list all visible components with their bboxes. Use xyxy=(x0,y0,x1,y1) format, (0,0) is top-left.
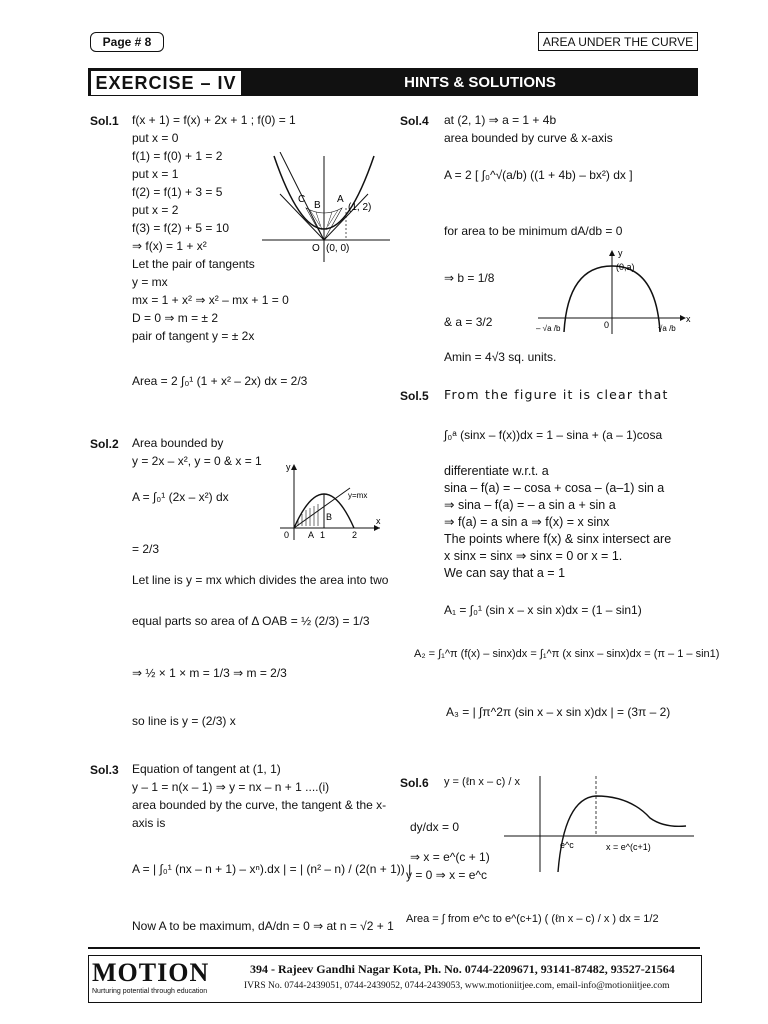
sol6-dy: dy/dx = 0 xyxy=(410,820,460,834)
sol2-line: Let line is y = mx which divides the area into two xyxy=(132,573,389,587)
sol5-a1: A₁ = ∫₀¹ (sin x – x sin x)dx = (1 – sin1) xyxy=(444,603,642,617)
sol5-integral: ∫₀ᵃ (sinx – f(x))dx = 1 – sina + (a – 1)cosa xyxy=(444,428,663,442)
label-o: O xyxy=(312,243,320,254)
sol6-area: Area = ∫ from e^c to e^(c+1) ( (ℓn x – c) / x ) dx = 1/2 xyxy=(406,913,659,925)
logo-text: MOTION xyxy=(92,958,210,987)
sol6-y: y = (ℓn x – c) / x xyxy=(444,776,520,788)
sol4-area: A = 2 [ ∫₀^√(a/b) ((1 + 4b) – bx²) dx ] xyxy=(444,168,633,182)
text-line: differentiate w.r.t. a xyxy=(444,464,549,478)
sol1-area: Area = 2 ∫₀¹ (1 + x² – 2x) dx = 2/3 xyxy=(132,374,308,388)
sol1-label: Sol.1 xyxy=(90,114,119,128)
text-line: sina – f(a) = – cosa + cosa – (a–1) sin a xyxy=(444,481,665,495)
text-line: put x = 2 xyxy=(132,203,179,217)
text-line: ⇒ sina – f(a) = – a sin a + sin a xyxy=(444,498,616,512)
exercise-title: EXERCISE – IV xyxy=(90,70,242,96)
label-right: √a /b xyxy=(658,324,676,333)
text-line: Equation of tangent at (1, 1) xyxy=(132,762,281,776)
text-line: Area bounded by xyxy=(132,436,224,450)
sol2-m: ⇒ ½ × 1 × m = 1/3 ⇒ m = 2/3 xyxy=(132,666,287,680)
text-line: put x = 0 xyxy=(132,131,179,145)
text-line: axis is xyxy=(132,816,166,830)
label-b: B xyxy=(314,200,321,211)
label-origin: (0, 0) xyxy=(326,243,350,254)
label-b: B xyxy=(326,512,333,522)
label-2: 2 xyxy=(352,530,358,540)
sol3-label: Sol.3 xyxy=(90,763,119,777)
section-title: HINTS & SOLUTIONS xyxy=(404,73,556,91)
text-line: ⇒ f(x) = 1 + x² xyxy=(132,239,207,253)
sol5-a2: A₂ = ∫₁^π (f(x) – sinx)dx = ∫₁^π (x sinx – sinx)dx = (π – 1 – sin1) xyxy=(414,648,720,660)
sol5-label: Sol.5 xyxy=(400,389,429,403)
text-line: We can say that a = 1 xyxy=(444,566,566,580)
sol4-amin: Amin = 4√3 sq. units. xyxy=(444,350,557,364)
sol3-max: Now A to be maximum, dA/dn = 0 ⇒ at n = √2 + 1 xyxy=(132,919,394,933)
topic-label: AREA UNDER THE CURVE xyxy=(538,32,698,51)
text-line: f(2) = f(1) + 3 = 5 xyxy=(132,185,223,199)
label-ec: e^c xyxy=(560,840,574,850)
sol4-min: for area to be minimum dA/db = 0 xyxy=(444,224,623,238)
text-line: area bounded by the curve, the tangent & the x- xyxy=(132,798,387,812)
motion-logo xyxy=(92,958,232,998)
text-line: y = 2x – x², y = 0 & x = 1 xyxy=(132,454,262,468)
sol2-so: so line is y = (2/3) x xyxy=(132,714,236,728)
sol4-lines xyxy=(444,111,613,147)
footer-divider xyxy=(88,947,700,949)
text-line: y = mx xyxy=(132,275,168,289)
text-line: ⇒ f(a) = a sin a ⇒ f(x) = x sinx xyxy=(444,515,610,529)
text-line: x sinx = sinx ⇒ sinx = 0 or x = 1. xyxy=(444,549,623,563)
label-c: C xyxy=(298,194,306,205)
label-x: x xyxy=(686,314,691,324)
sol3-area: A = | ∫₀¹ (nx – n + 1) – xⁿ).dx | = | (n² – n) / (2(n + 1)) | xyxy=(132,862,412,876)
sol6-label: Sol.6 xyxy=(400,776,429,790)
sol2-figure xyxy=(280,460,384,542)
logo-tagline: Nurturing potential through education xyxy=(92,988,208,995)
label-top: (0,a) xyxy=(616,262,635,272)
sol5-intro: From the figure it is clear that xyxy=(444,387,669,402)
footer-contact: IVRS No. 0744-2439051, 0744-2439052, 0744-2439053, www.motioniitjee.com, email-info@motioniitjee.com xyxy=(244,981,670,991)
sol6-figure xyxy=(500,772,696,876)
sol2-label: Sol.2 xyxy=(90,437,119,451)
curve xyxy=(558,796,686,872)
sol2-lines xyxy=(132,434,262,470)
sol5-a3: A₃ = | ∫π^2π (sin x – x sin x)dx | = (3π – 2) xyxy=(446,705,671,719)
sol4-a: & a = 3/2 xyxy=(444,315,493,329)
label-y: y xyxy=(618,248,623,258)
sol4-figure xyxy=(534,244,698,338)
label-x: x xyxy=(376,516,381,526)
text-line: mx = 1 + x² ⇒ x² – mx + 1 = 0 xyxy=(132,293,289,307)
label-y: y xyxy=(286,462,291,472)
label-1: 1 xyxy=(320,530,326,540)
sol4-label: Sol.4 xyxy=(400,114,429,128)
text-line: f(1) = f(0) + 1 = 2 xyxy=(132,149,223,163)
footer-address: 394 - Rajeev Gandhi Nagar Kota, Ph. No. 0744-2209671, 93141-87482, 93527-21564 xyxy=(250,962,675,976)
page-number: Page # 8 xyxy=(90,32,164,52)
label-x-ec1: x = e^(c+1) xyxy=(606,842,651,852)
text-line: put x = 1 xyxy=(132,167,179,181)
text-line: area bounded by curve & x-axis xyxy=(444,131,613,145)
text-line: y – 1 = n(x – 1) ⇒ y = nx – n + 1 ....(i) xyxy=(132,780,330,794)
label-o: 0 xyxy=(604,320,610,330)
label-point: (1, 2) xyxy=(348,202,372,213)
text-line: f(x + 1) = f(x) + 2x + 1 ; f(0) = 1 xyxy=(132,113,296,127)
sol5-lines xyxy=(444,463,671,582)
text-line: D = 0 ⇒ m = ± 2 xyxy=(132,311,219,325)
sol6-x1: ⇒ x = e^(c + 1) xyxy=(410,850,490,864)
sol6-y0: y = 0 ⇒ x = e^c xyxy=(406,868,488,882)
label-o: 0 xyxy=(284,530,290,540)
label-a: A xyxy=(337,194,344,205)
label-left: – √a /b xyxy=(536,324,561,333)
sol3-lines xyxy=(132,760,386,832)
sol1-figure xyxy=(262,152,392,264)
sol4-b: ⇒ b = 1/8 xyxy=(444,271,495,285)
text-line: at (2, 1) ⇒ a = 1 + 4b xyxy=(444,113,557,127)
text-line: f(3) = f(2) + 5 = 10 xyxy=(132,221,230,235)
text-line: The points where f(x) & sinx intersect are xyxy=(444,532,672,546)
sol2-integral: A = ∫₀¹ (2x – x²) dx xyxy=(132,490,229,504)
text-line: Let the pair of tangents xyxy=(132,257,255,271)
sol2-result: = 2/3 xyxy=(132,542,160,556)
label-line: y=mx xyxy=(348,491,368,500)
text-line: pair of tangent y = ± 2x xyxy=(132,329,255,343)
sol2-equal: equal parts so area of Δ OAB = ½ (2/3) = 1/3 xyxy=(132,614,370,628)
label-a: A xyxy=(308,530,315,540)
